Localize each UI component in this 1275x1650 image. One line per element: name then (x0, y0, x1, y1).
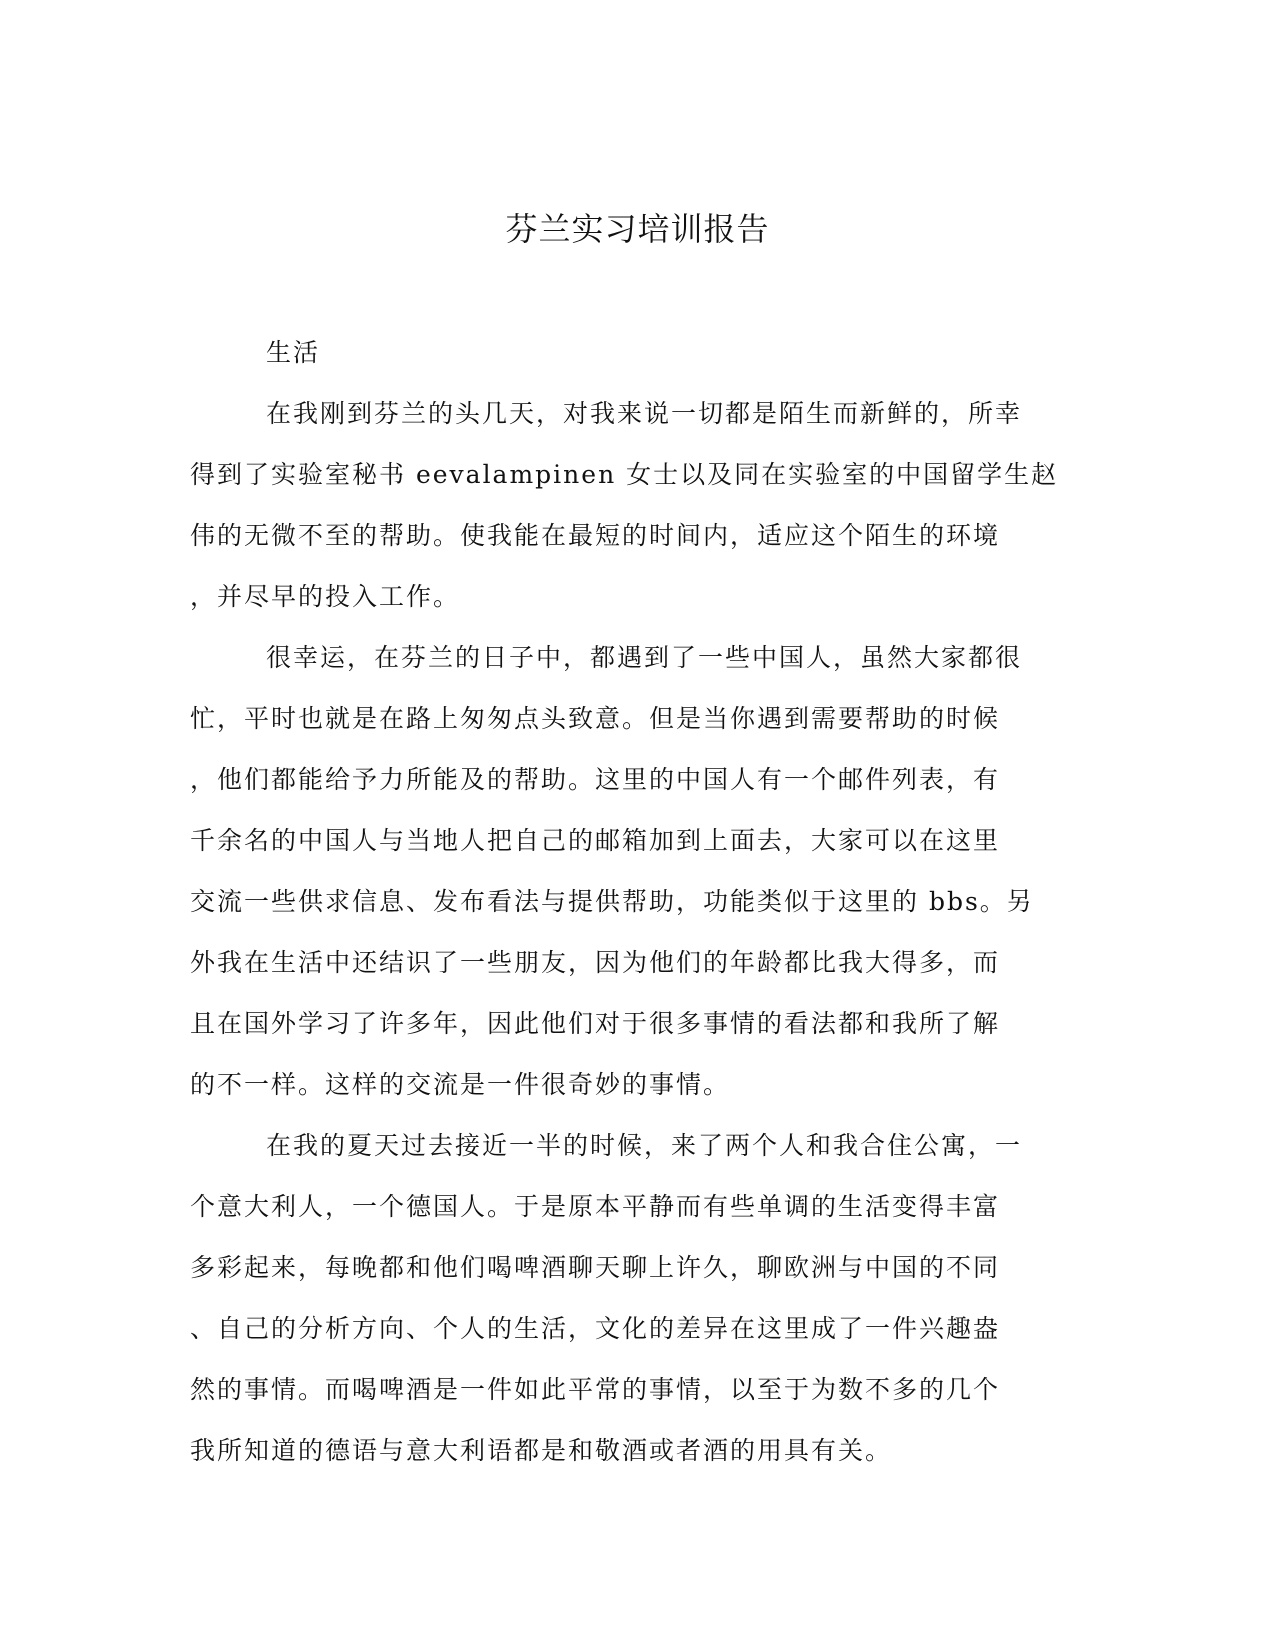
text-line: 个意大利人，一个德国人。于是原本平静而有些单调的生活变得丰富 (190, 1192, 1001, 1221)
text-line: 很幸运，在芬兰的日子中，都遇到了一些中国人，虽然大家都很 (266, 643, 1023, 672)
document-title: 芬兰实习培训报告 (505, 210, 770, 248)
paragraph-chinese-community (190, 627, 1085, 1115)
text-line: 千余名的中国人与当地人把自己的邮箱加到上面去，大家可以在这里 (190, 826, 1001, 855)
text-line: 伟的无微不至的帮助。使我能在最短的时间内，适应这个陌生的环境 (190, 521, 1001, 550)
paragraph-roommates (190, 1115, 1085, 1481)
text-line: 、自己的分析方向、个人的生活，文化的差异在这里成了一件兴趣盎 (190, 1314, 1001, 1343)
text-line: 得到了实验室秘书 eevalampinen 女士以及同在实验室的中国留学生赵 (190, 460, 1059, 489)
text-line: 在我刚到芬兰的头几天，对我来说一切都是陌生而新鲜的，所幸 (266, 399, 1023, 428)
text-line: 在我的夏天过去接近一半的时候，来了两个人和我合住公寓，一 (266, 1131, 1023, 1160)
text-line: 我所知道的德语与意大利语都是和敬酒或者酒的用具有关。 (190, 1436, 893, 1465)
text-line: ，并尽早的投入工作。 (190, 582, 461, 611)
text-line: 交流一些供求信息、发布看法与提供帮助，功能类似于这里的 bbs。另 (190, 887, 1034, 916)
text-line: 然的事情。而喝啤酒是一件如此平常的事情，以至于为数不多的几个 (190, 1375, 1001, 1404)
text-line: ，他们都能给予力所能及的帮助。这里的中国人有一个邮件列表，有 (190, 765, 1001, 794)
text-line: 多彩起来，每晚都和他们喝啤酒聊天聊上许久，聊欧洲与中国的不同 (190, 1253, 1001, 1282)
text-line: 的不一样。这样的交流是一件很奇妙的事情。 (190, 1070, 731, 1099)
text-line: 且在国外学习了许多年，因此他们对于很多事情的看法都和我所了解 (190, 1009, 1001, 1038)
text-line: 外我在生活中还结识了一些朋友，因为他们的年龄都比我大得多，而 (190, 948, 1001, 977)
document-body (190, 322, 1085, 1481)
section-heading: 生活 (266, 338, 321, 367)
text-line: 忙，平时也就是在路上匆匆点头致意。但是当你遇到需要帮助的时候 (190, 704, 1001, 733)
paragraph-arrival (190, 383, 1085, 627)
